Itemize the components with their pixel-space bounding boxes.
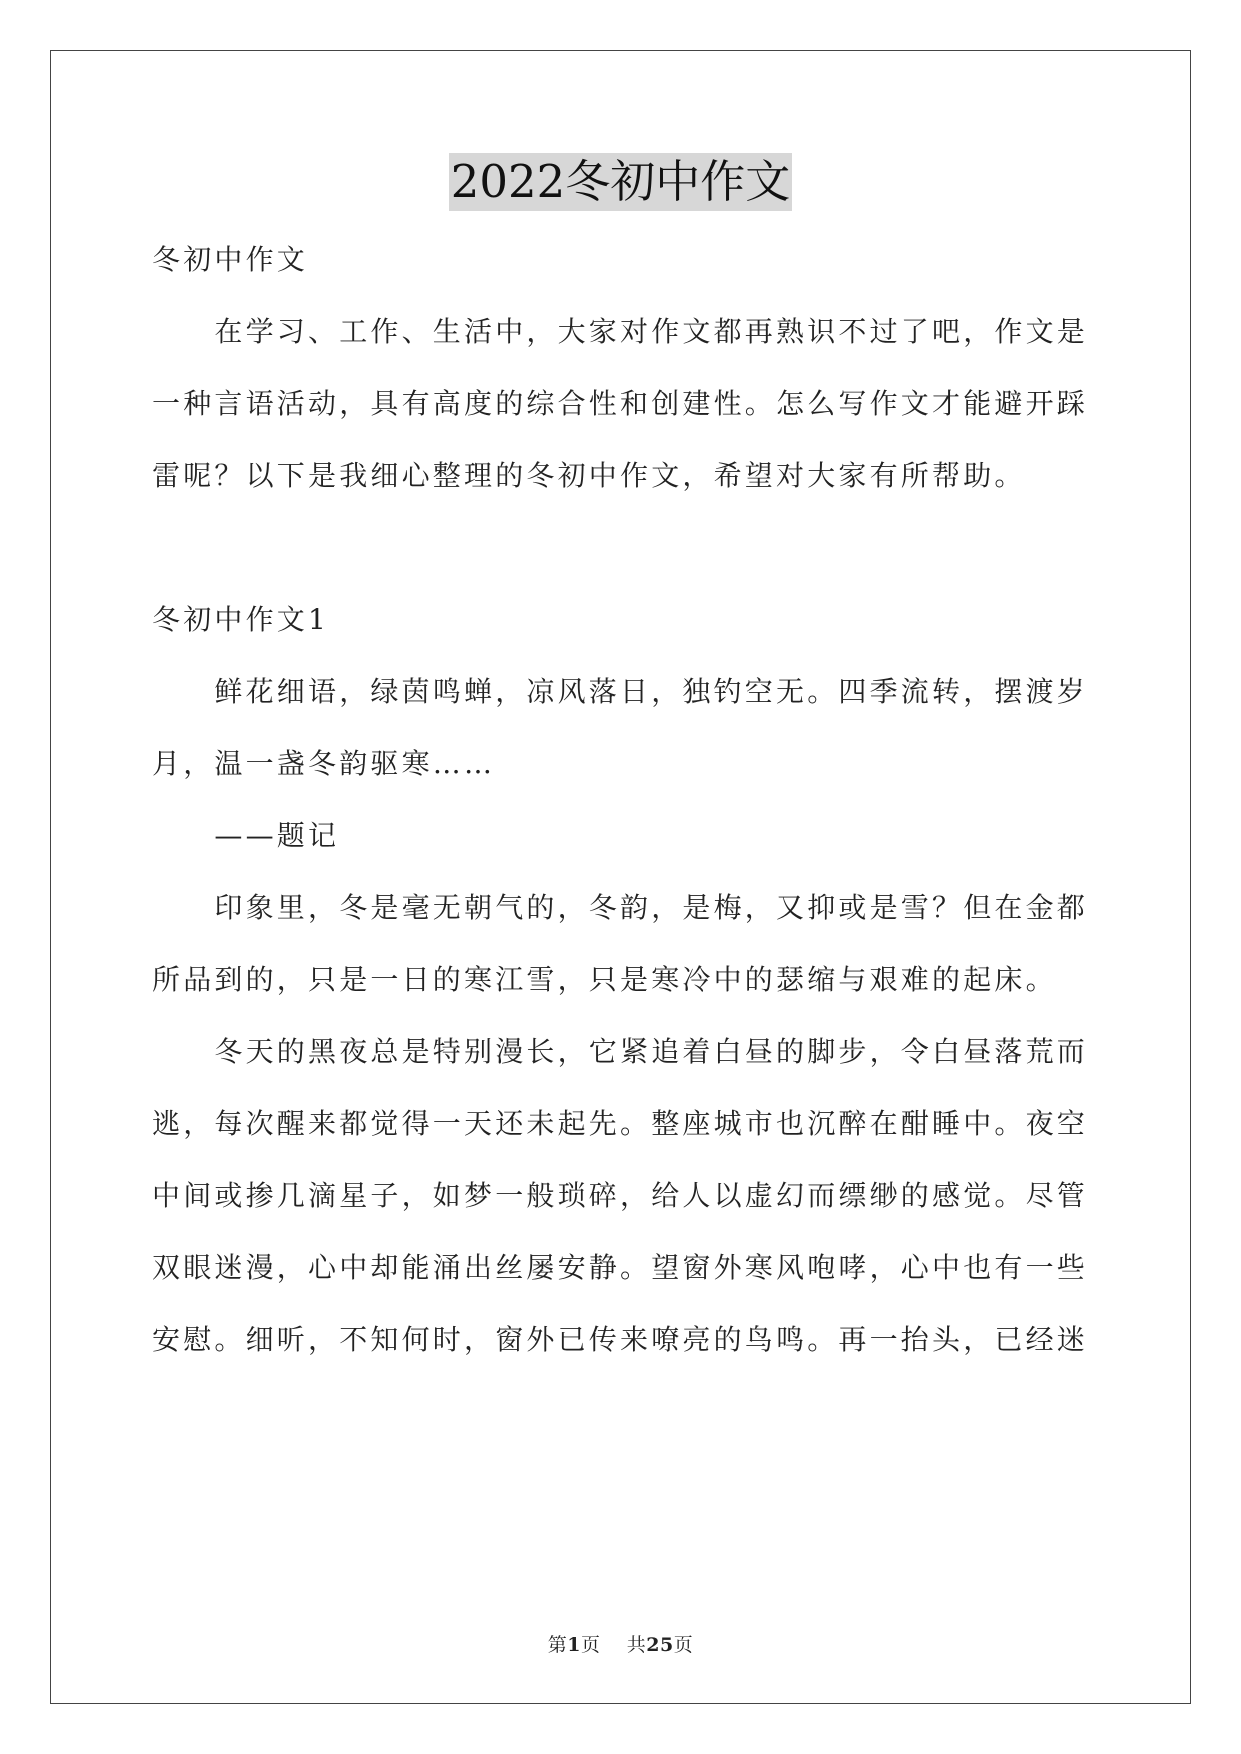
paragraph-line: 所品到的，只是一日的寒江雪，只是寒冷中的瑟缩与艰难的起床。	[152, 963, 1057, 996]
paragraph-line: 印象里，冬是毫无朝气的，冬韵，是梅，又抑或是雪？但在金都	[152, 891, 1089, 924]
total-pages: 25	[646, 1634, 674, 1656]
page-suffix: 页	[581, 1634, 601, 1656]
paragraph-line: 在学习、工作、生活中，大家对作文都再熟识不过了吧，作文是	[152, 315, 1089, 348]
paragraph-line: 月，温一盏冬韵驱寒……	[152, 747, 496, 780]
epigraph-line: ——题记	[152, 819, 340, 852]
page-border	[50, 50, 1191, 1704]
paragraph-line: 安慰。细听，不知何时，窗外已传来嘹亮的鸟鸣。再一抬头，已经迷	[152, 1323, 1089, 1356]
paragraph-line: 冬天的黑夜总是特别漫长，它紧追着白昼的脚步，令白昼落荒而	[152, 1035, 1089, 1068]
paragraph-line: 逃，每次醒来都觉得一天还未起先。整座城市也沉醉在酣睡中。夜空	[152, 1107, 1089, 1140]
document-title: 2022冬初中作文	[449, 153, 793, 211]
section-heading: 冬初中作文	[152, 243, 309, 276]
page-footer	[0, 1632, 1241, 1658]
total-prefix: 共	[626, 1634, 647, 1656]
paragraph-line: 一种言语活动，具有高度的综合性和创建性。怎么写作文才能避开踩	[152, 387, 1089, 420]
paragraph-line: 鲜花细语，绿茵鸣蝉，凉风落日，独钓空无。四季流转，摆渡岁	[152, 675, 1089, 708]
essay-heading: 冬初中作文1	[152, 603, 330, 636]
page-number: 1	[567, 1634, 582, 1656]
total-suffix: 页	[673, 1634, 694, 1656]
paragraph-line: 中间或掺几滴星子，如梦一般琐碎，给人以虚幻而缥缈的感觉。尽管	[152, 1179, 1089, 1212]
paragraph-line: 双眼迷漫，心中却能涌出丝屡安静。望窗外寒风咆哮，心中也有一些	[152, 1251, 1089, 1284]
title-container	[0, 153, 1241, 211]
page-prefix: 第	[547, 1634, 568, 1656]
paragraph-line: 雷呢？以下是我细心整理的冬初中作文，希望对大家有所帮助。	[152, 459, 1026, 492]
